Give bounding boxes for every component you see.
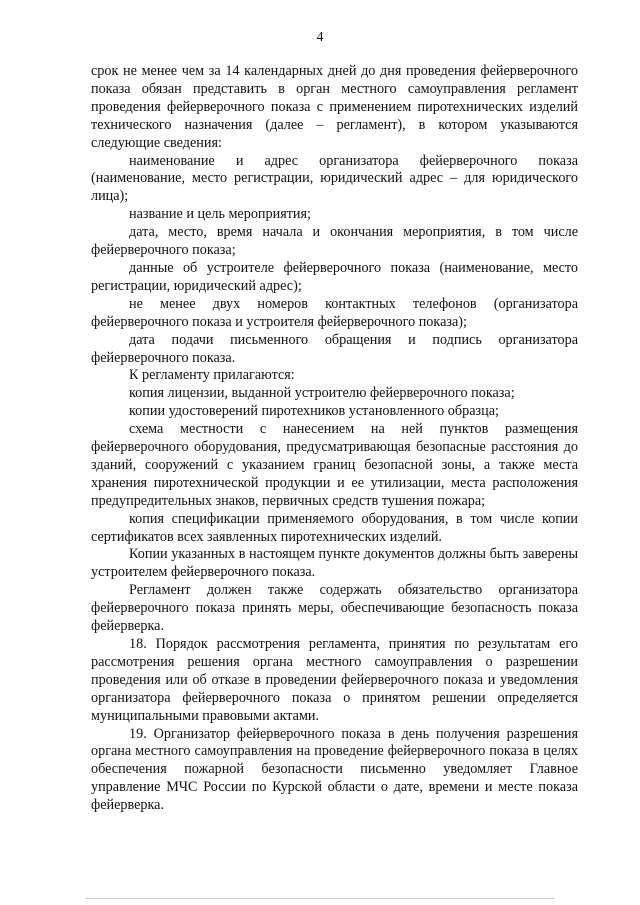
- list-item-pyrotechnician-certificates: копии удостоверений пиротехников установленного образца;: [129, 403, 499, 420]
- list-item-area-scheme: схема местности с нанесением на ней пунктов размещения фейерверочного оборудования, предусматривающая безопасные расстояния до зданий, сооружений с указанием границ безопасной зоны, а также места хранения пиротехнической продукции и ее утилизации, места расположения предупредительных знаков, первичных средств тушения пожара;: [91, 421, 578, 509]
- document-body: [91, 63, 578, 815]
- paragraph-regulation-obligation: Регламент должен также содержать обязательство организатора фейерверочного показа принять меры, обеспечивающие безопасность показа фейерверка.: [91, 582, 578, 635]
- list-item-event-date-place: дата, место, время начала и окончания мероприятия, в том числе фейерверочного показа;: [91, 224, 578, 259]
- list-item-application-date: дата подачи письменного обращения и подпись организатора фейерверочного показа.: [91, 331, 578, 366]
- list-item-equipment-specification: копия спецификации применяемого оборудования, в том числе копии сертификатов всех заявленных пиротехнических изделий.: [91, 510, 578, 545]
- list-item-arranger-data: данные об устроителе фейерверочного показа (наименование, место регистрации, юридический адрес);: [91, 259, 578, 294]
- paragraph-copies-certified: Копии указанных в настоящем пункте документов должны быть заверены устроителем фейерверочного показа.: [91, 546, 578, 581]
- paragraph-item-19: 19. Организатор фейерверочного показа в день получения разрешения органа местного самоуправления на проведение фейерверочного показа в целях обеспечения пожарной безопасности письменно уведомляет Главное управление МЧС России по Курской области о дате, времени и месте показа фейерверка.: [91, 725, 578, 814]
- list-item-organizer-name: наименование и адрес организатора фейерверочного показа (наименование, место регистрации, юридический адрес – для юридического лица);: [91, 152, 578, 205]
- list-item-license-copy: копия лицензии, выданной устроителю фейерверочного показа;: [129, 385, 515, 402]
- page-bottom-edge: [85, 898, 555, 899]
- paragraph-regulation-submission: срок не менее чем за 14 календарных дней до дня проведения фейерверочного показа обязан представить в орган местного самоуправления регламент проведения фейерверочного показа с применением пиротехнических изделий технического назначения (далее – регламент), в котором указываются следующие сведения:: [91, 63, 578, 151]
- paragraph-item-18: 18. Порядок рассмотрения регламента, принятия по результатам его рассмотрения решения органа местного самоуправления о разрешении проведения или об отказе в проведении фейерверочного показа и уведомления организатора фейерверочного показа о принятом решении определяется муниципальными правовыми актами.: [91, 636, 578, 724]
- list-item-contact-phones: не менее двух номеров контактных телефонов (организатора фейерверочного показа и устроителя фейерверочного показа);: [91, 295, 578, 330]
- paragraph-attachments-heading: К регламенту прилагаются:: [129, 367, 295, 384]
- list-item-event-name: название и цель мероприятия;: [129, 206, 311, 223]
- page-number: 4: [316, 30, 324, 45]
